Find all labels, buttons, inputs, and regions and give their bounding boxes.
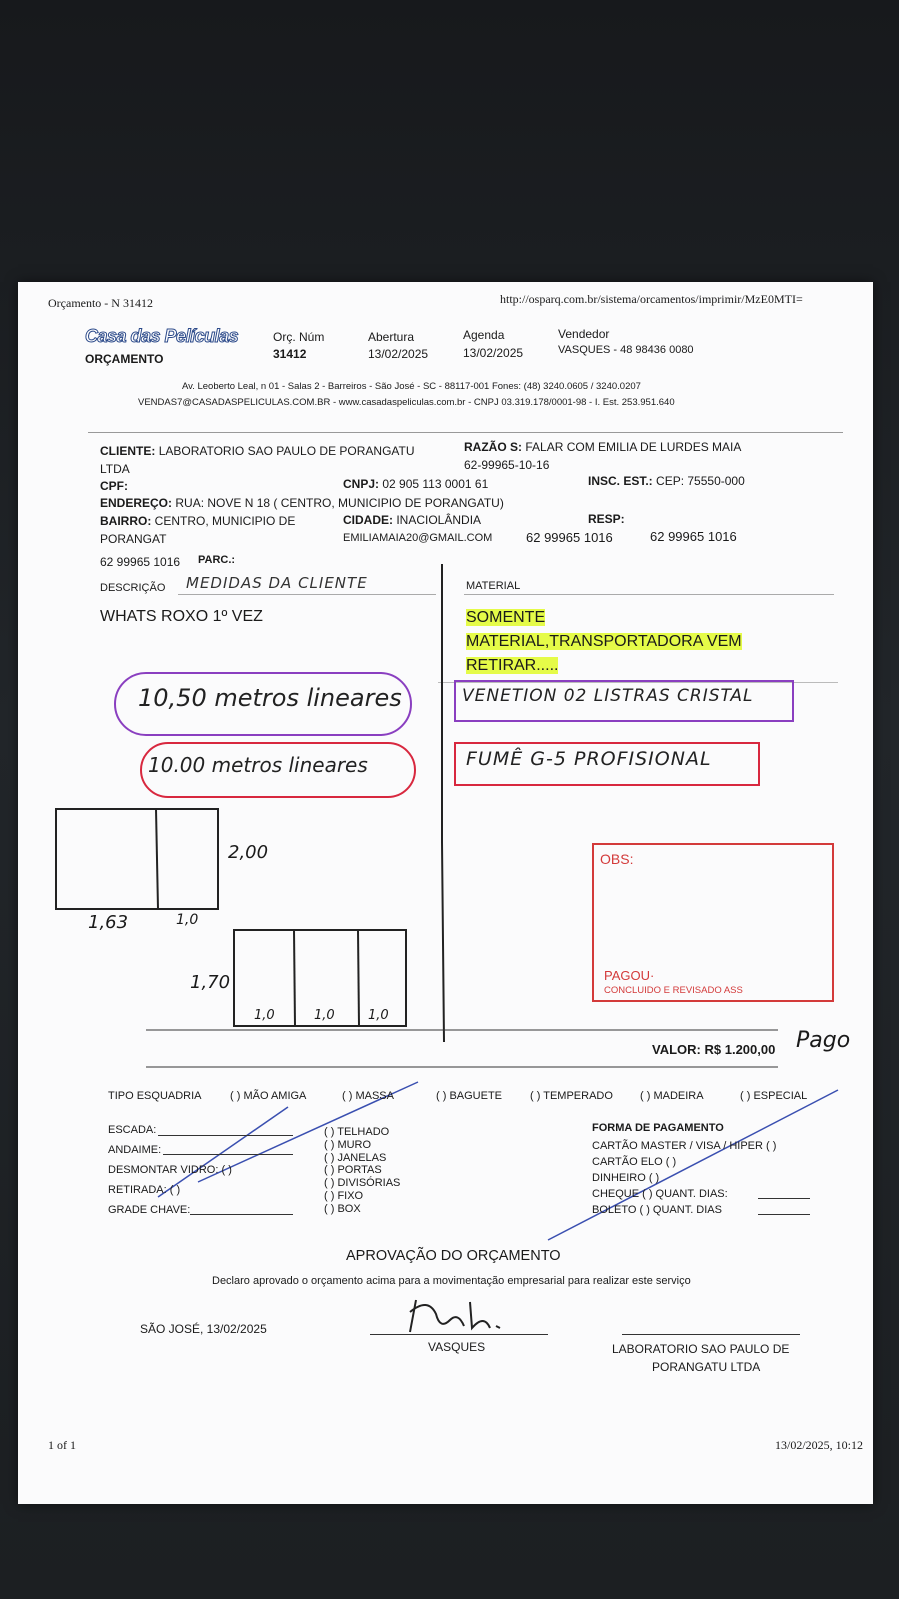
purple-note-text: 10,50 metros lineares — [138, 684, 402, 712]
dim-10a: 1,0 — [176, 912, 199, 928]
approval-title: APROVAÇÃO DO ORÇAMENTO — [346, 1248, 561, 1264]
quote-paper — [18, 282, 873, 1504]
phone-value-2: 62 99965 1016 — [526, 530, 613, 545]
location-divisorias: ( ) DIVISÓRIAS — [324, 1177, 401, 1190]
cliente-field: CLIENTE: LABORATORIO SAO PAULO DE PORANGATU — [100, 444, 415, 458]
esquadria-massa: ( ) MASSA — [342, 1090, 394, 1102]
boleto-line — [758, 1214, 810, 1215]
seller-signature-name: VASQUES — [428, 1340, 486, 1354]
escada-label: ESCADA: — [108, 1124, 157, 1136]
cheque-line — [758, 1198, 810, 1199]
cliente-line2: LTDA — [100, 462, 130, 476]
material-line-1: SOMENTE — [466, 609, 546, 626]
email-value: EMILIAMAIA20@GMAIL.COM — [343, 532, 493, 544]
payment-dinheiro: DINHEIRO ( ) — [592, 1172, 660, 1184]
brand-logo: Casa das Películas — [85, 326, 239, 346]
phone-value-1: 62 99965 1016 — [100, 555, 181, 569]
descricao-text: WHATS ROXO 1º VEZ — [100, 608, 263, 625]
dim-163: 1,63 — [88, 912, 129, 933]
phone-value-3: 62 99965 1016 — [650, 529, 737, 544]
dim-10d: 1,0 — [368, 1008, 389, 1023]
dim-10c: 1,0 — [314, 1008, 335, 1023]
dim-170: 1,70 — [190, 972, 231, 993]
cidade-field: CIDADE: INACIOLÂNDIA — [343, 513, 482, 527]
print-timestamp: 13/02/2025, 10:12 — [775, 1438, 864, 1452]
print-title: Orçamento - N 31412 — [48, 296, 153, 310]
andaime-line — [163, 1154, 293, 1155]
print-url: http://osparq.com.br/sistema/orcamentos/imprimir/MzE0MTI= — [500, 292, 803, 306]
location-box: ( ) BOX — [324, 1202, 361, 1215]
location-list — [324, 1126, 400, 1216]
desmontar-label: DESMONTAR VIDRO: ( ) — [108, 1164, 232, 1176]
material-line-3: RETIRAR..... — [466, 657, 559, 674]
location-portas: ( ) PORTAS — [324, 1164, 382, 1177]
material-line-2: MATERIAL,TRANSPORTADORA VEM — [466, 633, 742, 650]
andaime-label: ANDAIME: — [108, 1144, 162, 1156]
escada-line — [158, 1135, 293, 1136]
agenda-label: Agenda — [463, 328, 505, 342]
grade-line — [190, 1214, 293, 1215]
approval-declaration: Declaro aprovado o orçamento acima para a movimentação empresarial para realizar este serviço — [212, 1275, 691, 1287]
location-janelas: ( ) JANELAS — [324, 1151, 387, 1164]
grade-label: GRADE CHAVE: — [108, 1204, 191, 1216]
venetian-note-text: VENETION 02 LISTRAS CRISTAL — [462, 686, 754, 706]
abertura-date: 13/02/2025 — [368, 347, 429, 361]
print-page-count: 1 of 1 — [48, 1438, 76, 1452]
agenda-date: 13/02/2025 — [463, 346, 524, 360]
obs-label: OBS: — [600, 851, 634, 867]
client-signature-line-1: LABORATORIO SAO PAULO DE — [612, 1342, 790, 1356]
material-label: MATERIAL — [466, 580, 521, 592]
cnpj-field: CNPJ: 02 905 113 0001 61 — [343, 477, 489, 491]
cpf-label: CPF: — [100, 479, 128, 493]
vendedor-label: Vendedor — [558, 327, 610, 341]
razao-phone: 62-99965-10-16 — [464, 458, 550, 472]
esquadria-label: TIPO ESQUADRIA — [108, 1090, 202, 1102]
red-note-text: 10.00 metros lineares — [148, 753, 368, 777]
doc-type: ORÇAMENTO — [85, 352, 164, 366]
company-contact: VENDAS7@CASADASPELICULAS.COM.BR - www.casadaspeliculas.com.br - CNPJ 03.319.178/0001-98 - I. Est. 253.951.640 — [138, 397, 675, 408]
resp-label: RESP: — [588, 512, 625, 526]
seller-signature-line — [370, 1334, 548, 1335]
client-signature-line — [622, 1334, 800, 1335]
orc-num-label: Orç. Núm — [273, 330, 325, 344]
payment-elo: CARTÃO ELO ( ) — [592, 1156, 677, 1168]
endereco-field: ENDEREÇO: RUA: NOVE N 18 ( CENTRO, MUNICIPIO DE PORANGATU) — [100, 496, 504, 510]
vendedor-value: VASQUES - 48 98436 0080 — [558, 344, 694, 356]
obs-concluido: CONCLUIDO E REVISADO ASS — [604, 985, 743, 996]
payment-boleto: BOLETO ( ) QUANT. DIAS — [592, 1204, 722, 1216]
dim-200: 2,00 — [228, 842, 269, 863]
pago-handwritten: Pago — [796, 1028, 851, 1053]
location-muro: ( ) MURO — [324, 1138, 372, 1151]
fume-note-text: FUMÊ G-5 PROFISIONAL — [466, 748, 712, 770]
bairro-field: BAIRRO: CENTRO, MUNICIPIO DE — [100, 514, 296, 528]
payment-cheque: CHEQUE ( ) QUANT. DIAS: — [592, 1188, 728, 1200]
dim-10b: 1,0 — [254, 1008, 275, 1023]
orc-num: 31412 — [273, 347, 307, 361]
razao-field: RAZÃO S: FALAR COM EMILIA DE LURDES MAIA — [464, 440, 742, 454]
client-signature-line-2: PORANGATU LTDA — [652, 1360, 761, 1374]
approval-place-date: SÃO JOSÉ, 13/02/2025 — [140, 1322, 267, 1336]
esquadria-madeira: ( ) MADEIRA — [640, 1090, 704, 1102]
parc-label: PARC.: — [198, 554, 236, 566]
abertura-label: Abertura — [368, 330, 415, 344]
company-address: Av. Leoberto Leal, n 01 - Salas 2 - Barreiros - São José - SC - 88117-001 Fones: (48) 3240.0605 / 3240.0207 — [182, 381, 641, 392]
insc-field: INSC. EST.: CEP: 75550-000 — [588, 474, 745, 488]
location-telhado: ( ) TELHADO — [324, 1126, 390, 1138]
descricao-handwritten: MEDIDAS DA CLIENTE — [186, 574, 368, 592]
location-fixo: ( ) FIXO — [324, 1189, 364, 1202]
obs-pagou: PAGOU· — [604, 968, 655, 983]
valor-field: VALOR: R$ 1.200,00 — [652, 1042, 776, 1057]
esquadria-mao-amiga: ( ) MÃO AMIGA — [230, 1090, 307, 1102]
esquadria-baguete: ( ) BAGUETE — [436, 1090, 503, 1102]
payment-title: FORMA DE PAGAMENTO — [592, 1122, 724, 1134]
esquadria-especial: ( ) ESPECIAL — [740, 1090, 808, 1102]
bairro-line2: PORANGAT — [100, 532, 167, 546]
esquadria-temperado: ( ) TEMPERADO — [530, 1090, 613, 1102]
payment-master: CARTÃO MASTER / VISA / HIPER ( ) — [592, 1140, 777, 1152]
retirada-label: RETIRADA: ( ) — [108, 1184, 181, 1196]
descricao-label: DESCRIÇÃO — [100, 582, 166, 594]
